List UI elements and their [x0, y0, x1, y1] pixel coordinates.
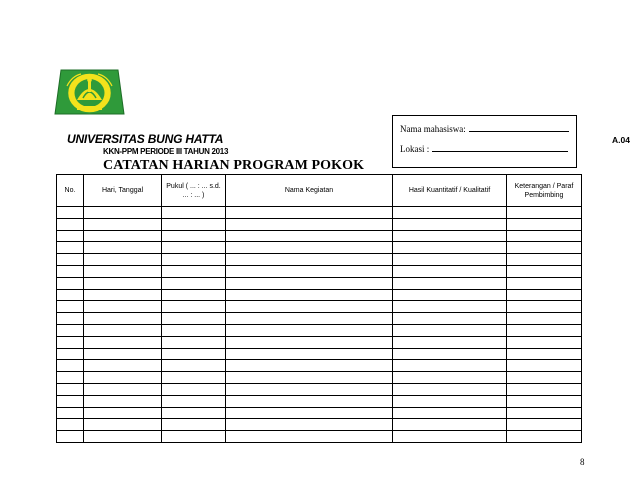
cell-activity[interactable] — [226, 324, 393, 336]
cell-date[interactable] — [84, 301, 162, 313]
cell-remarks[interactable] — [507, 277, 582, 289]
cell-result[interactable] — [393, 324, 507, 336]
cell-remarks[interactable] — [507, 207, 582, 219]
table-row — [57, 360, 582, 372]
cell-date[interactable] — [84, 313, 162, 325]
cell-result[interactable] — [393, 242, 507, 254]
university-logo — [53, 66, 126, 118]
col-header-activity: Nama Kegiatan — [226, 175, 393, 207]
table-row — [57, 230, 582, 242]
cell-date[interactable] — [84, 383, 162, 395]
cell-time[interactable] — [162, 289, 226, 301]
cell-no[interactable] — [57, 277, 84, 289]
cell-date[interactable] — [84, 207, 162, 219]
table-header-row — [57, 175, 582, 207]
form-code: A.04 — [612, 135, 630, 145]
cell-remarks[interactable] — [507, 218, 582, 230]
table-row — [57, 336, 582, 348]
cell-activity[interactable] — [226, 395, 393, 407]
cell-no[interactable] — [57, 230, 84, 242]
cell-remarks[interactable] — [507, 254, 582, 266]
cell-activity[interactable] — [226, 360, 393, 372]
table-row — [57, 301, 582, 313]
cell-no[interactable] — [57, 313, 84, 325]
cell-date[interactable] — [84, 242, 162, 254]
table-row — [57, 383, 582, 395]
cell-activity[interactable] — [226, 431, 393, 443]
cell-remarks[interactable] — [507, 431, 582, 443]
table-row — [57, 348, 582, 360]
cell-activity[interactable] — [226, 348, 393, 360]
cell-result[interactable] — [393, 265, 507, 277]
student-name-row — [400, 123, 569, 134]
cell-time[interactable] — [162, 218, 226, 230]
table-row — [57, 324, 582, 336]
cell-result[interactable] — [393, 301, 507, 313]
cell-no[interactable] — [57, 301, 84, 313]
cell-result[interactable] — [393, 218, 507, 230]
cell-no[interactable] — [57, 336, 84, 348]
cell-date[interactable] — [84, 265, 162, 277]
cell-activity[interactable] — [226, 372, 393, 384]
cell-remarks[interactable] — [507, 336, 582, 348]
cell-activity[interactable] — [226, 218, 393, 230]
cell-activity[interactable] — [226, 383, 393, 395]
university-emblem-icon — [53, 66, 126, 118]
cell-no[interactable] — [57, 254, 84, 266]
cell-result[interactable] — [393, 313, 507, 325]
cell-date[interactable] — [84, 431, 162, 443]
cell-time[interactable] — [162, 265, 226, 277]
cell-date[interactable] — [84, 419, 162, 431]
cell-date[interactable] — [84, 324, 162, 336]
col-header-time-text: Pukul ( ... : ... s.d. ... : ... ) — [166, 182, 221, 199]
table-row — [57, 277, 582, 289]
location-label: Lokasi : — [400, 144, 430, 154]
cell-no[interactable] — [57, 348, 84, 360]
cell-activity[interactable] — [226, 242, 393, 254]
cell-remarks[interactable] — [507, 383, 582, 395]
cell-result[interactable] — [393, 419, 507, 431]
cell-result[interactable] — [393, 407, 507, 419]
cell-time[interactable] — [162, 242, 226, 254]
col-header-remarks-text: Keterangan / Paraf Pembimbing — [514, 182, 574, 199]
cell-activity[interactable] — [226, 313, 393, 325]
cell-result[interactable] — [393, 289, 507, 301]
cell-activity[interactable] — [226, 254, 393, 266]
cell-result[interactable] — [393, 360, 507, 372]
cell-remarks[interactable] — [507, 289, 582, 301]
cell-remarks[interactable] — [507, 265, 582, 277]
cell-time[interactable] — [162, 395, 226, 407]
cell-activity[interactable] — [226, 407, 393, 419]
cell-date[interactable] — [84, 407, 162, 419]
student-info-box — [392, 115, 577, 168]
cell-date[interactable] — [84, 289, 162, 301]
cell-no[interactable] — [57, 324, 84, 336]
cell-time[interactable] — [162, 324, 226, 336]
table-row — [57, 395, 582, 407]
col-header-date: Hari, Tanggal — [84, 175, 162, 207]
cell-no[interactable] — [57, 419, 84, 431]
cell-result[interactable] — [393, 395, 507, 407]
cell-no[interactable] — [57, 242, 84, 254]
cell-activity[interactable] — [226, 230, 393, 242]
table-row — [57, 242, 582, 254]
col-header-result: Hasil Kuantitatif / Kualitatif — [393, 175, 507, 207]
cell-date[interactable] — [84, 372, 162, 384]
cell-activity[interactable] — [226, 207, 393, 219]
cell-activity[interactable] — [226, 277, 393, 289]
cell-no[interactable] — [57, 407, 84, 419]
cell-no[interactable] — [57, 360, 84, 372]
page-number: 8 — [580, 457, 585, 467]
col-header-no: No. — [57, 175, 84, 207]
table-row — [57, 372, 582, 384]
col-header-remarks — [507, 175, 582, 207]
cell-result[interactable] — [393, 372, 507, 384]
table-row — [57, 289, 582, 301]
cell-time[interactable] — [162, 383, 226, 395]
cell-date[interactable] — [84, 360, 162, 372]
cell-no[interactable] — [57, 383, 84, 395]
cell-no[interactable] — [57, 218, 84, 230]
cell-activity[interactable] — [226, 301, 393, 313]
university-name: UNIVERSITAS BUNG HATTA — [67, 132, 224, 146]
cell-result[interactable] — [393, 431, 507, 443]
table-row — [57, 431, 582, 443]
cell-remarks[interactable] — [507, 324, 582, 336]
table-row — [57, 313, 582, 325]
cell-time[interactable] — [162, 313, 226, 325]
cell-time[interactable] — [162, 431, 226, 443]
student-name-field[interactable] — [469, 123, 569, 132]
cell-result[interactable] — [393, 254, 507, 266]
cell-date[interactable] — [84, 395, 162, 407]
cell-no[interactable] — [57, 372, 84, 384]
cell-remarks[interactable] — [507, 301, 582, 313]
cell-activity[interactable] — [226, 289, 393, 301]
cell-time[interactable] — [162, 360, 226, 372]
cell-time[interactable] — [162, 207, 226, 219]
cell-remarks[interactable] — [507, 419, 582, 431]
table-row — [57, 265, 582, 277]
cell-remarks[interactable] — [507, 242, 582, 254]
cell-remarks[interactable] — [507, 348, 582, 360]
cell-result[interactable] — [393, 277, 507, 289]
cell-time[interactable] — [162, 348, 226, 360]
cell-result[interactable] — [393, 336, 507, 348]
cell-result[interactable] — [393, 230, 507, 242]
cell-result[interactable] — [393, 207, 507, 219]
table-row — [57, 254, 582, 266]
activity-log-table — [56, 174, 582, 443]
table-body — [57, 207, 582, 443]
location-field[interactable] — [432, 143, 568, 152]
cell-activity[interactable] — [226, 265, 393, 277]
location-row — [400, 143, 568, 154]
cell-remarks[interactable] — [507, 407, 582, 419]
table-row — [57, 419, 582, 431]
cell-remarks[interactable] — [507, 372, 582, 384]
student-name-label: Nama mahasiswa: — [400, 124, 466, 134]
cell-result[interactable] — [393, 348, 507, 360]
cell-date[interactable] — [84, 336, 162, 348]
table-row — [57, 207, 582, 219]
cell-result[interactable] — [393, 383, 507, 395]
cell-time[interactable] — [162, 407, 226, 419]
cell-time[interactable] — [162, 301, 226, 313]
cell-no[interactable] — [57, 289, 84, 301]
cell-no[interactable] — [57, 395, 84, 407]
cell-time[interactable] — [162, 419, 226, 431]
cell-time[interactable] — [162, 230, 226, 242]
cell-time[interactable] — [162, 372, 226, 384]
cell-date[interactable] — [84, 277, 162, 289]
col-header-time — [162, 175, 226, 207]
cell-no[interactable] — [57, 265, 84, 277]
table-row — [57, 407, 582, 419]
cell-remarks[interactable] — [507, 360, 582, 372]
cell-activity[interactable] — [226, 336, 393, 348]
cell-no[interactable] — [57, 431, 84, 443]
cell-date[interactable] — [84, 230, 162, 242]
cell-remarks[interactable] — [507, 395, 582, 407]
page-title: CATATAN HARIAN PROGRAM POKOK — [103, 158, 365, 173]
cell-date[interactable] — [84, 254, 162, 266]
cell-remarks[interactable] — [507, 230, 582, 242]
cell-time[interactable] — [162, 277, 226, 289]
cell-date[interactable] — [84, 218, 162, 230]
cell-remarks[interactable] — [507, 313, 582, 325]
cell-activity[interactable] — [226, 419, 393, 431]
program-period: KKN-PPM PERIODE III TAHUN 2013 — [103, 147, 229, 156]
cell-time[interactable] — [162, 336, 226, 348]
cell-date[interactable] — [84, 348, 162, 360]
table-row — [57, 218, 582, 230]
cell-no[interactable] — [57, 207, 84, 219]
cell-time[interactable] — [162, 254, 226, 266]
